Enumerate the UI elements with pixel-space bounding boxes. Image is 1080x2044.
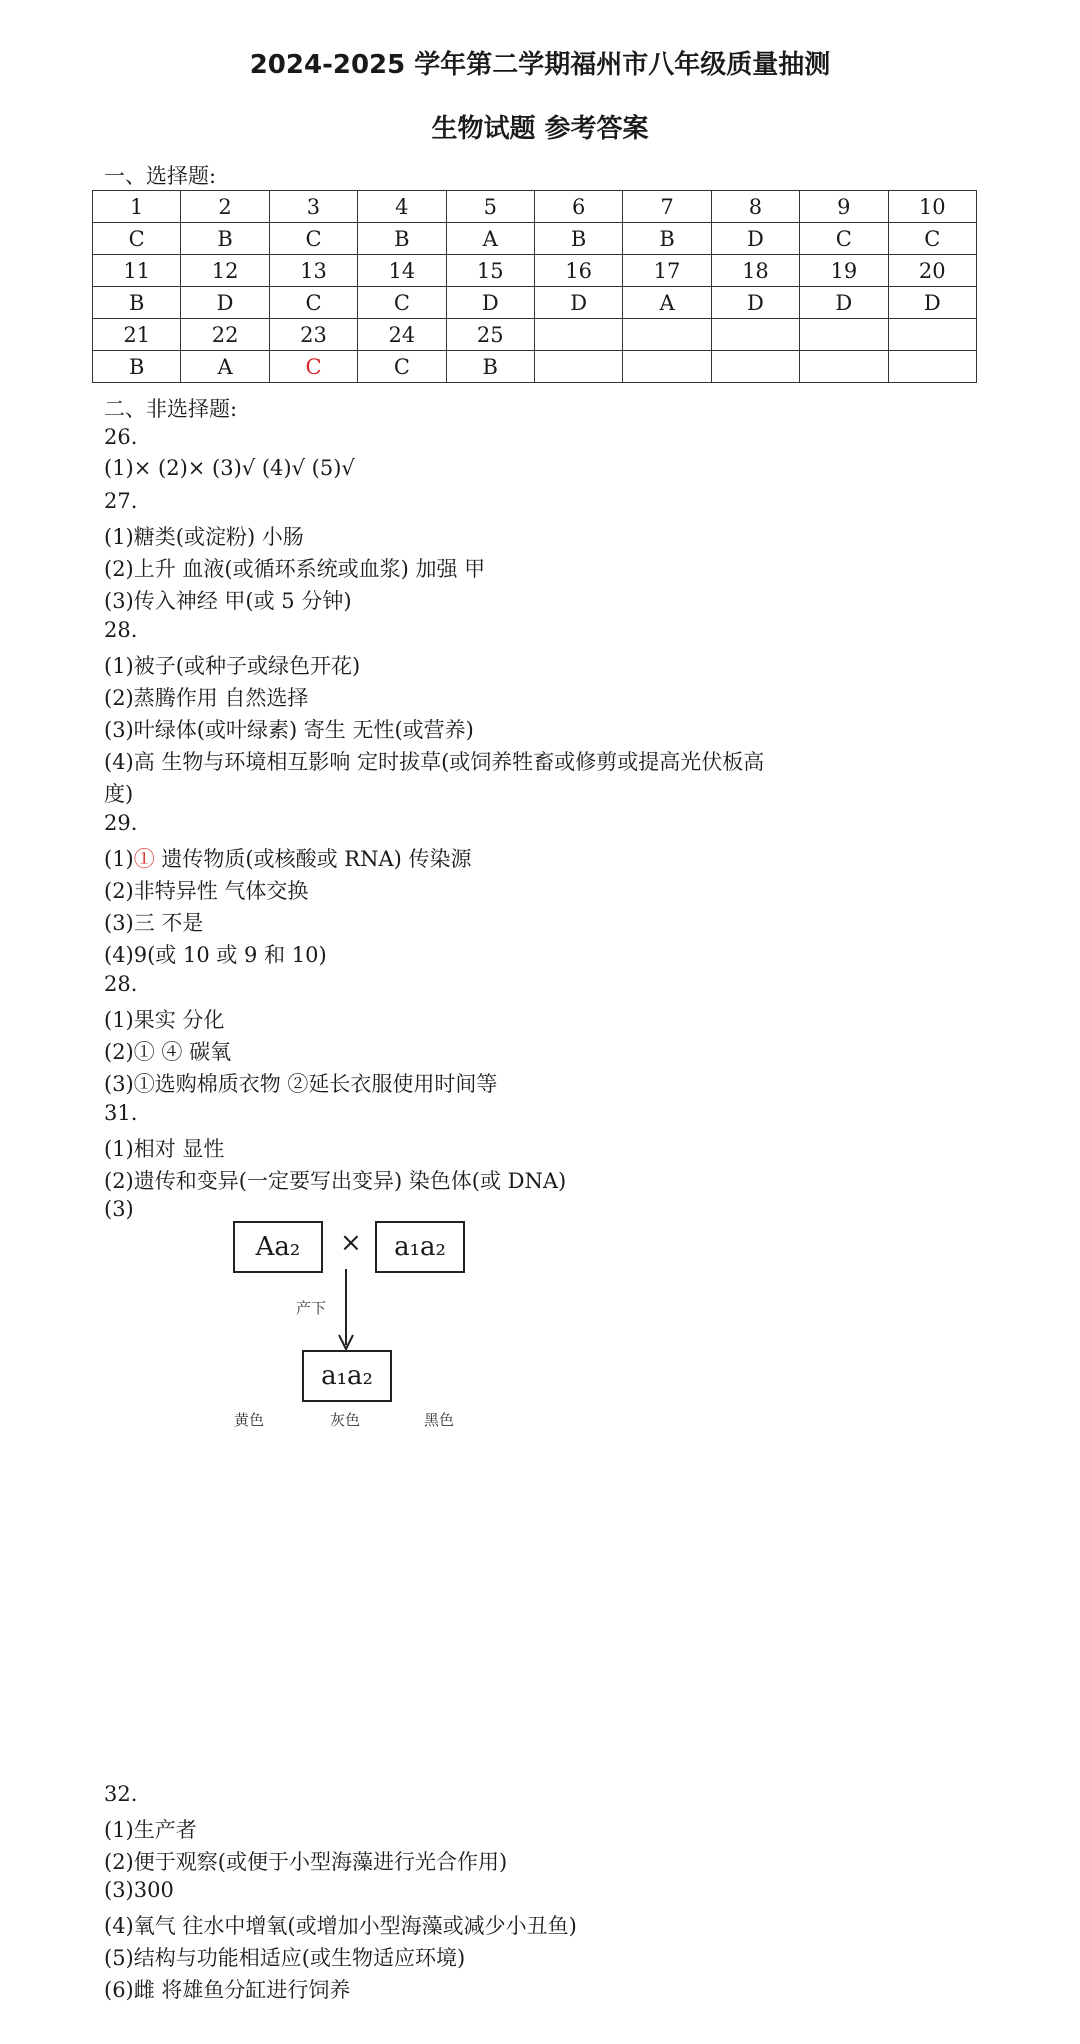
- document-title: 2024-2025 学年第二学期福州市八年级质量抽测: [249, 50, 831, 80]
- section-choice-label: 一、选择题:: [104, 164, 217, 188]
- question-number-cell: 6: [534, 191, 622, 223]
- answer-cell: D: [446, 287, 534, 319]
- answer-line: (1)糖类(或淀粉) 小肠: [104, 525, 304, 549]
- down-arrow-icon: [330, 1269, 360, 1353]
- answer-line: (3)叶绿体(或叶绿素) 寄生 无性(或营养): [104, 718, 474, 742]
- color-label: 灰色: [330, 1411, 361, 1429]
- question-number-cell: 9: [800, 191, 888, 223]
- document-subtitle: 生物试题 参考答案: [431, 114, 649, 144]
- question-number: 29.: [104, 811, 138, 835]
- answer-line: (2)上升 血液(或循环系统或血浆) 加强 甲: [104, 557, 486, 581]
- question-number-cell: 5: [446, 191, 534, 223]
- question-number: 31.: [104, 1101, 138, 1125]
- answer-line: (1)生产者: [104, 1818, 197, 1842]
- answer-line: 度): [104, 782, 134, 806]
- answer-cell: [800, 351, 888, 383]
- answer-line: (5)结构与功能相适应(或生物适应环境): [104, 1946, 466, 1970]
- circled-mark: ①: [133, 847, 155, 871]
- answer-cell: B: [358, 223, 446, 255]
- answer-line: (2)遗传和变异(一定要写出变异) 染色体(或 DNA): [104, 1169, 567, 1193]
- table-row: [93, 287, 977, 319]
- answer-cell: C: [358, 287, 446, 319]
- answer-cell: A: [623, 287, 711, 319]
- question-number-cell: 2: [181, 191, 269, 223]
- question-number-cell: [623, 319, 711, 351]
- color-label: 黄色: [234, 1411, 265, 1429]
- answer-cell: C: [800, 223, 888, 255]
- answer-line: [104, 843, 472, 873]
- answer-line: (1)相对 显性: [104, 1137, 225, 1161]
- answer-cell: D: [534, 287, 622, 319]
- answer-cell: C: [269, 287, 357, 319]
- question-number-cell: 23: [269, 319, 357, 351]
- question-number-cell: [888, 319, 976, 351]
- answer-cell: [888, 351, 976, 383]
- table-row: [93, 319, 977, 351]
- question-number-cell: 21: [93, 319, 181, 351]
- answer-cell: D: [181, 287, 269, 319]
- answer-line: (3)三 不是: [104, 911, 204, 935]
- question-number: 28.: [104, 618, 138, 642]
- answer-cell: C: [888, 223, 976, 255]
- question-number-cell: 15: [446, 255, 534, 287]
- question-number-cell: 17: [623, 255, 711, 287]
- answer-cell: B: [446, 351, 534, 383]
- question-number-cell: 8: [711, 191, 799, 223]
- question-number-cell: 3: [269, 191, 357, 223]
- question-number-cell: [711, 319, 799, 351]
- answer-line: (4)氧气 往水中增氧(或增加小型海藻或减少小丑鱼): [104, 1914, 577, 1938]
- question-number-cell: 18: [711, 255, 799, 287]
- answer-cell: B: [181, 223, 269, 255]
- color-label: 黑色: [424, 1411, 455, 1429]
- question-number-cell: 1: [93, 191, 181, 223]
- arrow-label: 产下: [296, 1299, 327, 1317]
- cross-symbol: ×: [340, 1228, 362, 1258]
- question-number-cell: 20: [888, 255, 976, 287]
- answer-line: (1)× (2)× (3)√ (4)√ (5)√: [104, 456, 355, 480]
- question-number-cell: 7: [623, 191, 711, 223]
- answer-cell: [711, 351, 799, 383]
- section-nonchoice-label: 二、非选择题:: [104, 397, 238, 421]
- question-number-cell: 24: [358, 319, 446, 351]
- parent2-box: a₁a₂: [375, 1221, 465, 1273]
- question-number-cell: [800, 319, 888, 351]
- answer-prefix: (1): [104, 847, 134, 871]
- question-number-cell: 25: [446, 319, 534, 351]
- answer-cell: A: [446, 223, 534, 255]
- question-number-cell: 22: [181, 319, 269, 351]
- answer-cell: B: [93, 351, 181, 383]
- answer-line: (6)雌 将雄鱼分缸进行饲养: [104, 1978, 351, 2002]
- answer-line: (4)9(或 10 或 9 和 10): [104, 943, 327, 967]
- table-row: [93, 351, 977, 383]
- answer-cell: C: [269, 223, 357, 255]
- answer-line: (3)①选购棉质衣物 ②延长衣服使用时间等: [104, 1072, 498, 1096]
- question-number: 26.: [104, 425, 138, 449]
- table-row: [93, 223, 977, 255]
- answer-cell: D: [888, 287, 976, 319]
- answer-cell: B: [534, 223, 622, 255]
- answer-cell: C: [269, 351, 357, 383]
- answer-cell: D: [711, 223, 799, 255]
- answer-line: (2)便于观察(或便于小型海藻进行光合作用): [104, 1850, 508, 1874]
- answer-line: (3)300: [104, 1878, 174, 1902]
- parent1-box: Aa₂: [233, 1221, 323, 1273]
- answer-line: (2)① ④ 碳氧: [104, 1040, 232, 1064]
- answer-cell: B: [623, 223, 711, 255]
- answer-line: (3)传入神经 甲(或 5 分钟): [104, 589, 352, 613]
- answer-cell: [534, 351, 622, 383]
- question-number-cell: 19: [800, 255, 888, 287]
- answer-cell: A: [181, 351, 269, 383]
- offspring-box: a₁a₂: [302, 1350, 392, 1402]
- answer-cell: [623, 351, 711, 383]
- answer-line: (1)果实 分化: [104, 1008, 225, 1032]
- question-number-cell: 12: [181, 255, 269, 287]
- table-row: [93, 191, 977, 223]
- question-number-cell: 13: [269, 255, 357, 287]
- answer-cell: C: [358, 351, 446, 383]
- question-number-cell: 14: [358, 255, 446, 287]
- question-number-cell: [534, 319, 622, 351]
- question-number: 27.: [104, 489, 138, 513]
- answer-line: (2)非特异性 气体交换: [104, 879, 309, 903]
- answer-cell: D: [800, 287, 888, 319]
- answer-line: (3): [104, 1197, 134, 1221]
- answer-line: (2)蒸腾作用 自然选择: [104, 686, 309, 710]
- answer-text: 遗传物质(或核酸或 RNA) 传染源: [154, 847, 472, 871]
- question-number: 28.: [104, 972, 138, 996]
- table-row: [93, 255, 977, 287]
- question-number-cell: 10: [888, 191, 976, 223]
- answer-cell: D: [711, 287, 799, 319]
- answer-cell: B: [93, 287, 181, 319]
- answer-table: [92, 190, 977, 383]
- question-number: 32.: [104, 1782, 138, 1806]
- answer-line: (4)高 生物与环境相互影响 定时拔草(或饲养牲畜或修剪或提高光伏板高: [104, 750, 765, 774]
- question-number-cell: 11: [93, 255, 181, 287]
- question-number-cell: 4: [358, 191, 446, 223]
- answer-line: (1)被子(或种子或绿色开花): [104, 654, 361, 678]
- question-number-cell: 16: [534, 255, 622, 287]
- answer-cell: C: [93, 223, 181, 255]
